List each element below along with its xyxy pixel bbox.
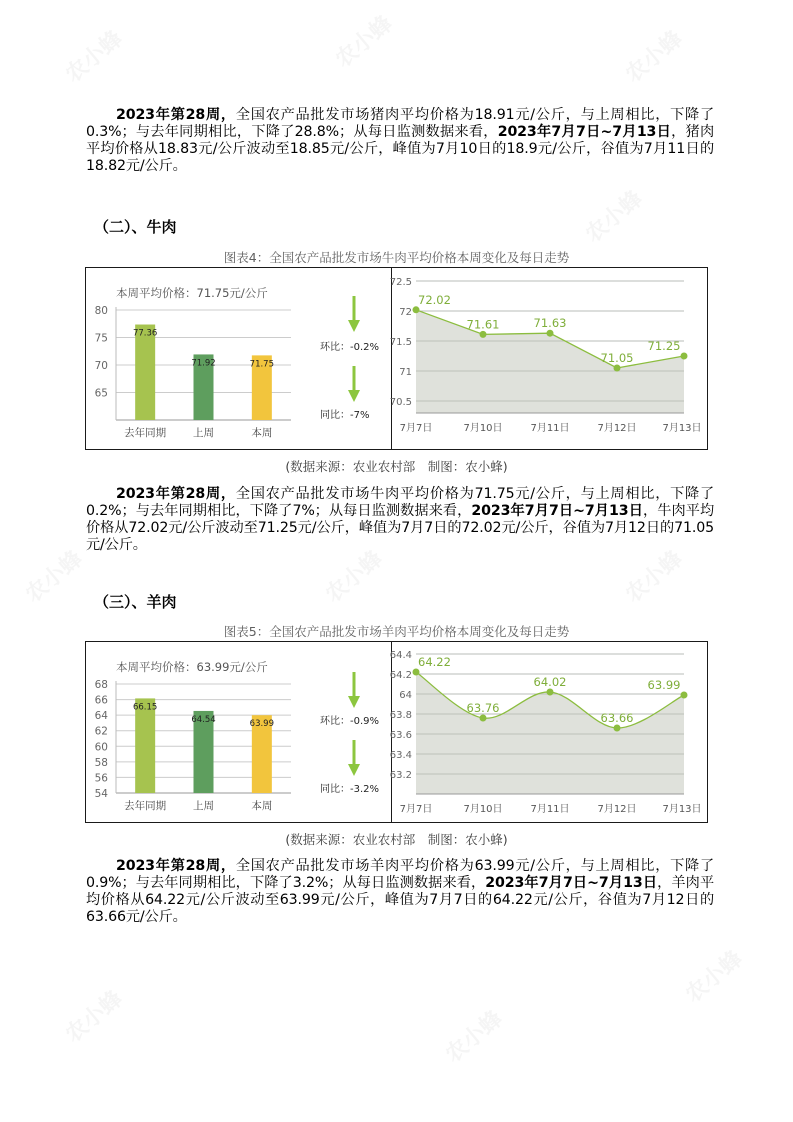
bar-value-label: 77.36 [132,328,158,339]
mutton-text-2: ，羊肉平均价格从64.22元/公斤波动至63.99元/公斤，峰值为7月7日的64.22元/公斤，谷值为7月12日的63.66元/公斤。 [86,875,714,925]
data-point [547,689,554,696]
down-arrow-head-icon [348,764,360,776]
y-tick-label: 70.5 [389,397,412,408]
x-tick-label: 上周 [193,427,214,439]
data-point [413,669,420,676]
watermark: 农小蜂 [320,546,388,608]
x-tick-label: 7月12日 [597,804,637,815]
pork-week-label: 2023年第28周， [116,107,236,123]
watermark: 农小蜂 [680,946,748,1008]
y-tick-label: 60 [94,741,108,754]
x-tick-label: 本周 [251,427,273,439]
data-label: 63.66 [600,711,634,725]
pork-paragraph [86,107,714,175]
mutton-line-chart [389,642,707,822]
pork-text-2: ，猪肉平均价格从18.83元/公斤波动至18.85元/公斤，峰值为7月10日的18.9元/公斤，谷值为7月11日的18.82元/公斤。 [86,124,714,174]
mutton-heading: （三）、羊肉 [94,593,177,611]
data-label: 71.61 [466,317,500,332]
x-tick-label: 7月11日 [530,804,570,815]
mutton-date-range: 2023年7月7日~7月13日 [485,875,658,891]
change-label: 同比：-3.2% [320,784,380,795]
beef-week-label: 2023年第28周， [116,486,236,502]
y-tick-label: 64.4 [389,650,412,661]
beef-caption: 图表4：全国农产品批发市场牛肉平均价格本周变化及每日走势 [223,250,570,265]
y-tick-label: 72 [399,307,412,318]
x-tick-label: 7月12日 [597,423,637,434]
data-label: 64.22 [418,655,451,669]
x-tick-label: 去年同期 [124,427,167,439]
change-label: 环比：-0.9% [320,716,380,727]
pork-date-range: 2023年7月7日~7月13日 [497,124,672,140]
bar-value-label: 66.15 [132,702,158,713]
bar [132,325,158,420]
data-label: 72.02 [418,292,451,307]
mutton-caption: 图表5：全国农产品批发市场羊肉平均价格本周变化及每日走势 [223,624,570,639]
x-tick-label: 7月11日 [530,423,570,434]
bar [132,698,158,793]
down-arrow-head-icon [348,320,360,332]
chart-title: 本周平均价格：63.99元/公斤 [116,660,268,674]
change-label: 同比：-7% [320,410,370,421]
data-point [614,365,621,372]
x-tick-label: 本周 [251,800,273,812]
y-tick-label: 71 [399,367,412,378]
x-tick-label: 7月10日 [463,423,503,434]
y-tick-label: 70 [94,360,108,372]
y-tick-label: 75 [94,332,108,345]
data-label: 71.05 [600,351,634,365]
beef-heading: （二）、牛肉 [94,218,177,236]
watermark: 农小蜂 [620,26,688,88]
y-tick-label: 58 [94,756,108,769]
beef-figure [85,267,708,450]
beef-bar-chart [86,268,391,449]
beef-line-chart [389,268,707,449]
data-label: 71.63 [533,316,567,331]
data-label: 64.02 [533,675,567,689]
y-tick-label: 66 [94,694,108,707]
y-tick-label: 63.2 [389,770,412,781]
y-tick-label: 62 [94,725,108,738]
y-tick-label: 64 [399,690,412,701]
y-tick-label: 64.2 [389,670,412,681]
mutton-bar-chart [86,642,391,822]
mutton-paragraph [86,858,714,926]
beef-date-range: 2023年7月7日~7月13日 [471,503,643,519]
data-point [480,715,487,722]
y-tick-label: 64 [94,710,108,723]
beef-text-1: 全国农产品批发市场牛肉平均价格为71.75元/公斤，与上周相比，下降了0.2%；与去年同期相比，下降了7%；从每日监测数据来看， [86,486,714,519]
y-tick-label: 72.5 [389,277,412,288]
pork-text-1: 全国农产品批发市场猪肉平均价格为18.91元/公斤，与上周相比，下降了0.3%；与去年同期相比，下降了28.8%；从每日监测数据来看， [86,107,714,140]
beef-text-2: ，牛肉平均价格从72.02元/公斤波动至71.25元/公斤，峰值为7月7日的72.02元/公斤，谷值为7月12日的71.05元/公斤。 [86,503,714,553]
x-tick-label: 7月13日 [662,804,702,815]
bar-value-label: 71.75 [249,359,275,370]
y-tick-label: 54 [94,788,108,800]
beef-paragraph [86,486,714,554]
mutton-source: (数据来源：农业农村部 制图：农小蜂) [285,832,508,847]
mutton-figure [85,641,708,823]
bar-value-label: 64.54 [191,714,216,725]
x-tick-label: 7月7日 [399,804,433,815]
watermark: 农小蜂 [60,26,128,88]
watermark: 农小蜂 [620,546,688,608]
data-point [681,692,688,699]
data-point [681,353,688,360]
data-point [614,725,621,732]
bar-value-label: 71.92 [191,358,216,369]
y-tick-label: 71.5 [389,337,412,348]
y-tick-label: 63.4 [389,750,412,761]
data-point [413,306,420,313]
down-arrow-head-icon [348,696,360,708]
watermark: 农小蜂 [330,11,398,73]
watermark: 农小蜂 [580,186,648,248]
mutton-week-label: 2023年第28周， [116,858,236,874]
y-tick-label: 56 [94,772,108,785]
x-tick-label: 上周 [193,800,214,812]
data-point [547,330,554,337]
y-tick-label: 63.8 [389,710,412,721]
change-label: 环比：-0.2% [320,342,380,353]
y-tick-label: 68 [94,679,108,691]
x-tick-label: 7月13日 [662,423,702,434]
data-label: 63.76 [466,701,500,715]
bar-value-label: 63.99 [249,719,275,730]
watermark: 农小蜂 [20,546,88,608]
y-tick-label: 65 [94,387,108,400]
data-label: 63.99 [647,678,681,692]
x-tick-label: 7月10日 [463,804,503,815]
beef-source: (数据来源：农业农村部 制图：农小蜂) [285,459,508,474]
x-tick-label: 去年同期 [124,800,167,812]
data-label: 71.25 [647,339,681,353]
watermark: 农小蜂 [60,986,128,1048]
data-point [480,331,487,338]
y-tick-label: 63.6 [389,730,412,741]
x-tick-label: 7月7日 [399,423,433,434]
chart-title: 本周平均价格：71.75元/公斤 [116,286,268,300]
mutton-text-1: 全国农产品批发市场羊肉平均价格为63.99元/公斤，与上周相比，下降了0.9%；与去年同期相比，下降了3.2%；从每日监测数据来看， [86,858,714,891]
watermark: 农小蜂 [440,1006,508,1068]
y-tick-label: 80 [94,305,108,317]
down-arrow-head-icon [348,390,360,402]
